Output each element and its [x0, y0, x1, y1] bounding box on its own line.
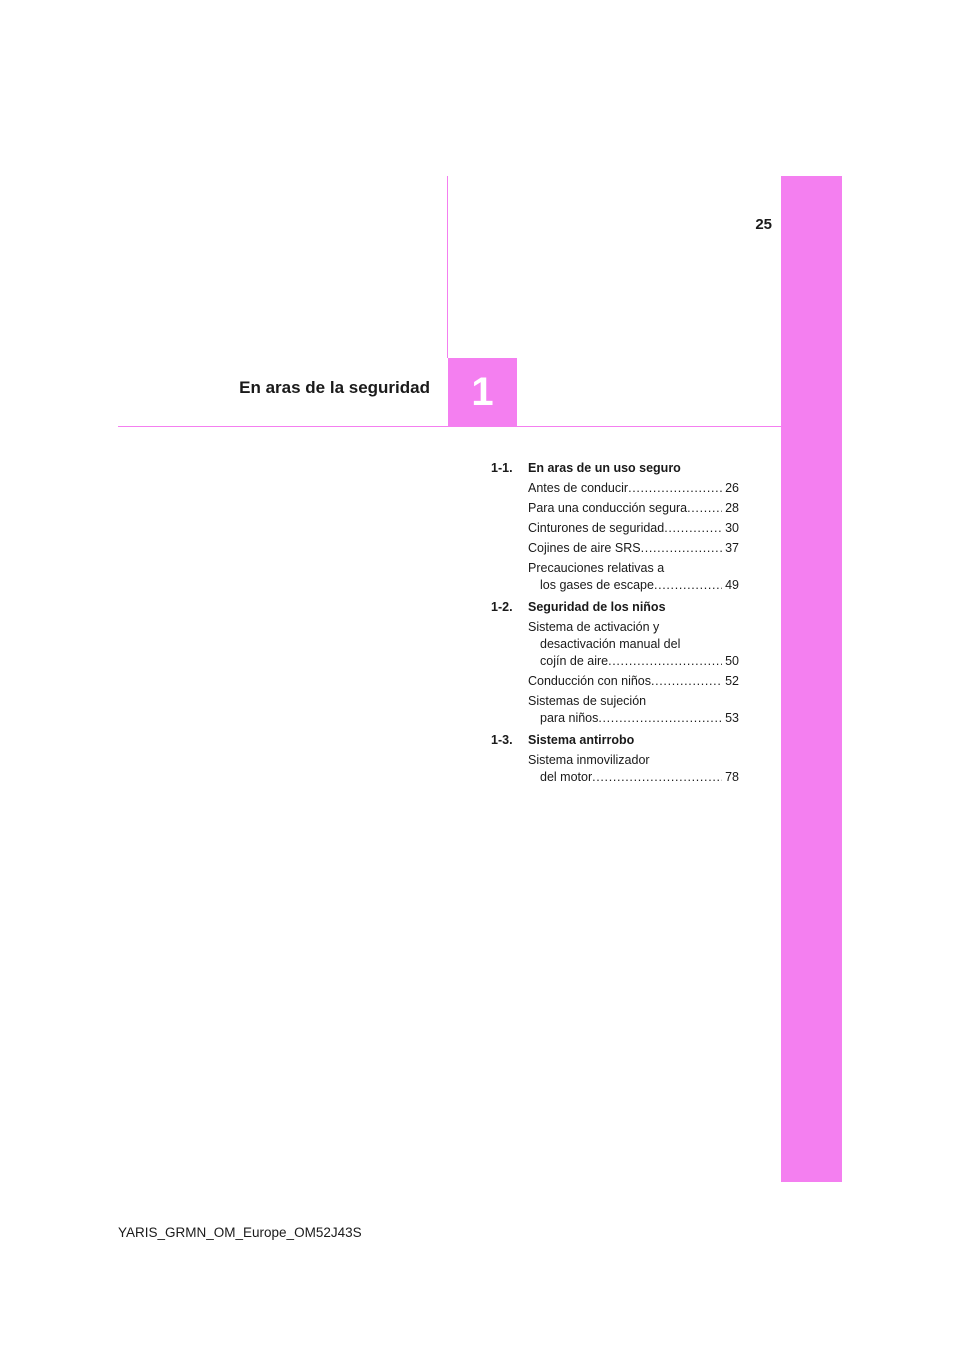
- toc-entry-line: [528, 560, 739, 577]
- toc-entry-text: Conducción con niños: [528, 674, 651, 688]
- toc-page-number[interactable]: 78: [725, 770, 739, 784]
- toc-entry[interactable]: [528, 520, 739, 537]
- toc-page-number[interactable]: 37: [725, 541, 739, 555]
- dot-leader: [598, 710, 722, 727]
- dot-leader: [651, 673, 722, 690]
- dot-leader: [641, 540, 723, 557]
- toc-entry-line: [528, 710, 739, 727]
- toc-section: [491, 732, 739, 786]
- document-id-footer: YARIS_GRMN_OM_Europe_OM52J43S: [118, 1225, 362, 1240]
- toc-section: [491, 599, 739, 727]
- dot-leader: [664, 520, 722, 537]
- vertical-divider: [447, 176, 448, 358]
- toc-section-title[interactable]: Seguridad de los niños: [528, 600, 666, 614]
- toc-section: [491, 460, 739, 594]
- toc-entry-text: para niños: [540, 711, 599, 725]
- toc-page-number[interactable]: 30: [725, 521, 739, 535]
- toc-page-number[interactable]: 50: [725, 654, 739, 668]
- toc-entry-text: Sistema de activación y: [528, 620, 660, 634]
- toc-entry-line: [528, 673, 739, 690]
- toc-entry[interactable]: [528, 480, 739, 497]
- page-number: 25: [755, 216, 772, 233]
- toc-section-number: 1-2.: [491, 600, 513, 614]
- toc-entry-line: [528, 693, 739, 710]
- toc-entry[interactable]: [528, 693, 739, 727]
- toc-page-number[interactable]: 49: [725, 578, 739, 592]
- toc-entry-text: Para una conducción segura: [528, 501, 688, 515]
- chapter-title: En aras de la seguridad: [239, 378, 430, 397]
- toc-section-number: 1-3.: [491, 733, 513, 747]
- toc-entry-line: [528, 769, 739, 786]
- toc-entry-text: cojín de aire: [540, 654, 609, 668]
- chapter-number-box: 1: [448, 358, 517, 427]
- dot-leader: [592, 769, 722, 786]
- toc-entry-text: los gases de escape: [540, 578, 654, 592]
- dot-leader: [654, 577, 722, 594]
- dot-leader: [628, 480, 722, 497]
- toc-entry-line: [528, 540, 739, 557]
- toc-entry-line: [528, 619, 739, 636]
- toc-entry[interactable]: [528, 560, 739, 594]
- toc-entry[interactable]: [528, 500, 739, 517]
- toc-page-number[interactable]: 52: [725, 674, 739, 688]
- toc-entry[interactable]: [528, 673, 739, 690]
- toc-entry[interactable]: [528, 619, 739, 670]
- toc-entry-text: Sistemas de sujeción: [528, 694, 647, 708]
- table-of-contents: [491, 460, 739, 786]
- toc-entry-text: Sistema inmovilizador: [528, 753, 650, 767]
- toc-page-number[interactable]: 26: [725, 481, 739, 495]
- toc-entry-text: Antes de conducir: [528, 481, 629, 495]
- toc-section-title[interactable]: En aras de un uso seguro: [528, 461, 681, 475]
- toc-entry-line: [528, 480, 739, 497]
- toc-section-title[interactable]: Sistema antirrobo: [528, 733, 635, 747]
- toc-entry-line: [528, 500, 739, 517]
- chapter-side-tab: [781, 176, 842, 1182]
- toc-page-number[interactable]: 53: [725, 711, 739, 725]
- toc-page-number[interactable]: 28: [725, 501, 739, 515]
- toc-entry-line: [528, 577, 739, 594]
- toc-entry-text: Precauciones relativas a: [528, 561, 665, 575]
- toc-entry-line: [528, 752, 739, 769]
- toc-entry[interactable]: [528, 540, 739, 557]
- toc-entry-text: del motor: [540, 770, 593, 784]
- toc-section-number: 1-1.: [491, 461, 513, 475]
- dot-leader: [608, 653, 722, 670]
- toc-entry-text: Cinturones de seguridad: [528, 521, 665, 535]
- toc-entry-line: [528, 653, 739, 670]
- dot-leader: [687, 500, 722, 517]
- toc-entry-line: [528, 636, 739, 653]
- toc-entry[interactable]: [528, 752, 739, 786]
- toc-entry-text: desactivación manual del: [540, 637, 681, 651]
- toc-entry-text: Cojines de aire SRS: [528, 541, 641, 555]
- toc-entry-line: [528, 520, 739, 537]
